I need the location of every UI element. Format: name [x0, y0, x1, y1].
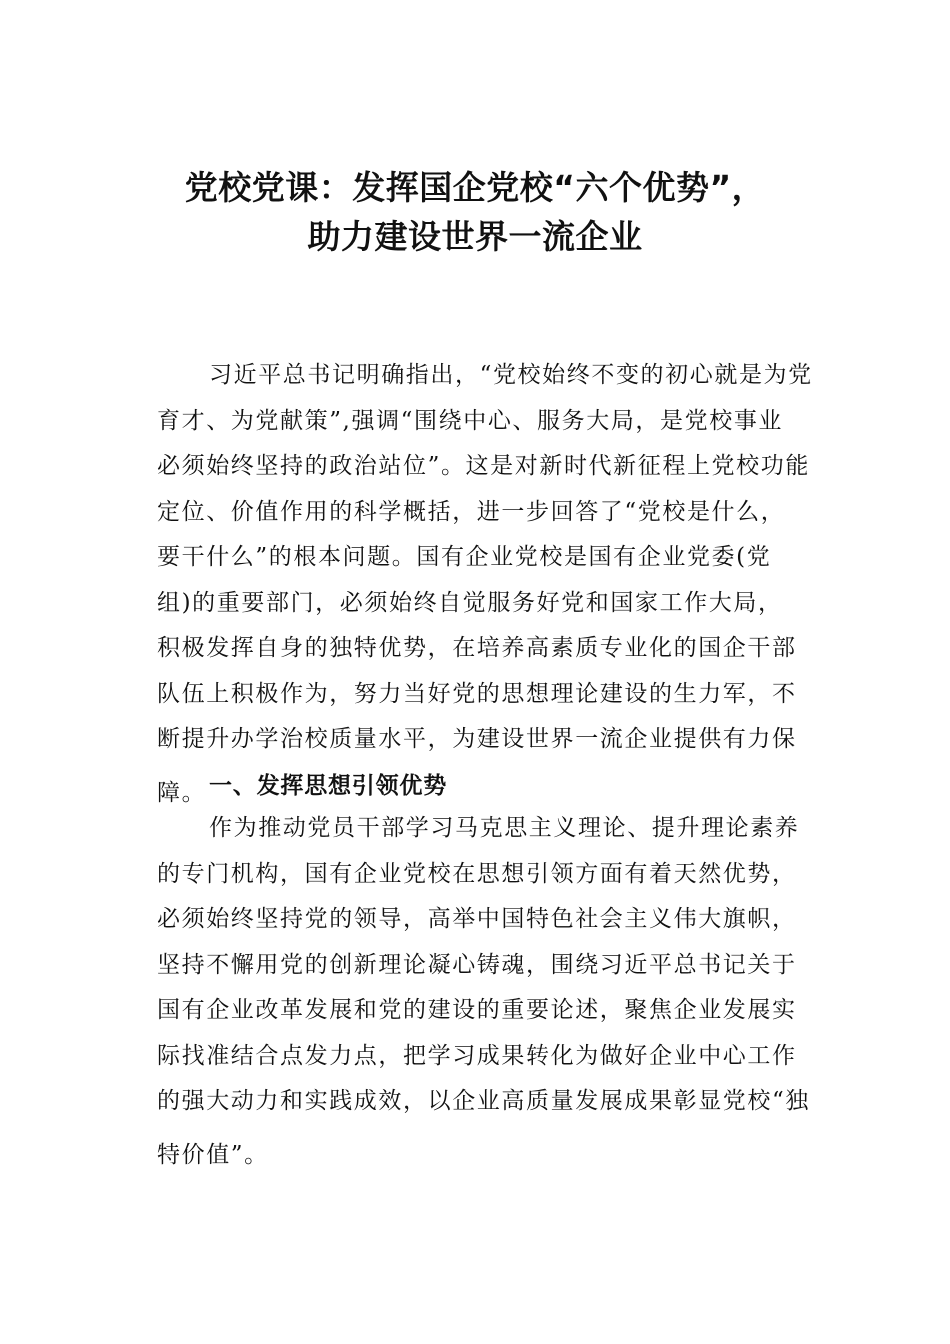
paragraph-line: 作为推动党员干部学习马克思主义理论、提升理论素养: [209, 815, 800, 841]
paragraph-intro: [157, 353, 825, 816]
paragraph-line: 的强大动力和实践成效，以企业高质量发展成果彰显党校“独: [157, 1088, 810, 1114]
paragraph-line: 坚持不懈用党的创新理论凝心铸魂，围绕习近平总书记关于: [157, 951, 797, 978]
paragraph-line: 障。: [157, 779, 207, 806]
title-line-1: 党校党课：发挥国企党校“六个优势”，: [184, 168, 766, 207]
paragraph-line: 要干什么”的根本问题。国有企业党校是国有企业党委(党: [157, 544, 772, 570]
paragraph-line: 特价值”。: [157, 1141, 269, 1168]
paragraph-line: 必须始终坚持的政治站位”。这是对新时代新征程上党校功能: [157, 453, 810, 479]
paragraph-section-1: [157, 806, 825, 1178]
paragraph-line: 队伍上积极作为，努力当好党的思想理论建设的生力军，不: [157, 680, 797, 707]
paragraph-line: 必须始终坚持党的领导，高举中国特色社会主义伟大旗帜，: [157, 906, 797, 932]
paragraph-line: 定位、价值作用的科学概括，进一步回答了“党校是什么，: [157, 498, 786, 525]
paragraph-line: 际找准结合点发力点，把学习成果转化为做好企业中心工作: [157, 1042, 797, 1069]
paragraph-line: 断提升办学治校质量水平，为建设世界一流企业提供有力保: [157, 726, 797, 752]
paragraph-line: 育才、为党献策”,强调“围绕中心、服务大局，是党校事业: [157, 407, 784, 434]
paragraph-line: 习近平总书记明确指出，“党校始终不变的初心就是为党: [209, 362, 813, 388]
paragraph-line: 的专门机构，国有企业党校在思想引领方面有着天然优势，: [157, 860, 797, 887]
paragraph-line: 国有企业改革发展和党的建设的重要论述，聚焦企业发展实: [157, 997, 797, 1023]
title-line-2: 助力建设世界一流企业: [307, 217, 643, 256]
section-heading: 一、发挥思想引领优势: [209, 773, 447, 799]
document-title: [120, 163, 830, 261]
paragraph-line: 积极发挥自身的独特优势，在培养高素质专业化的国企干部: [157, 635, 797, 661]
paragraph-line: 组)的重要部门，必须始终自觉服务好党和国家工作大局，: [157, 589, 783, 616]
